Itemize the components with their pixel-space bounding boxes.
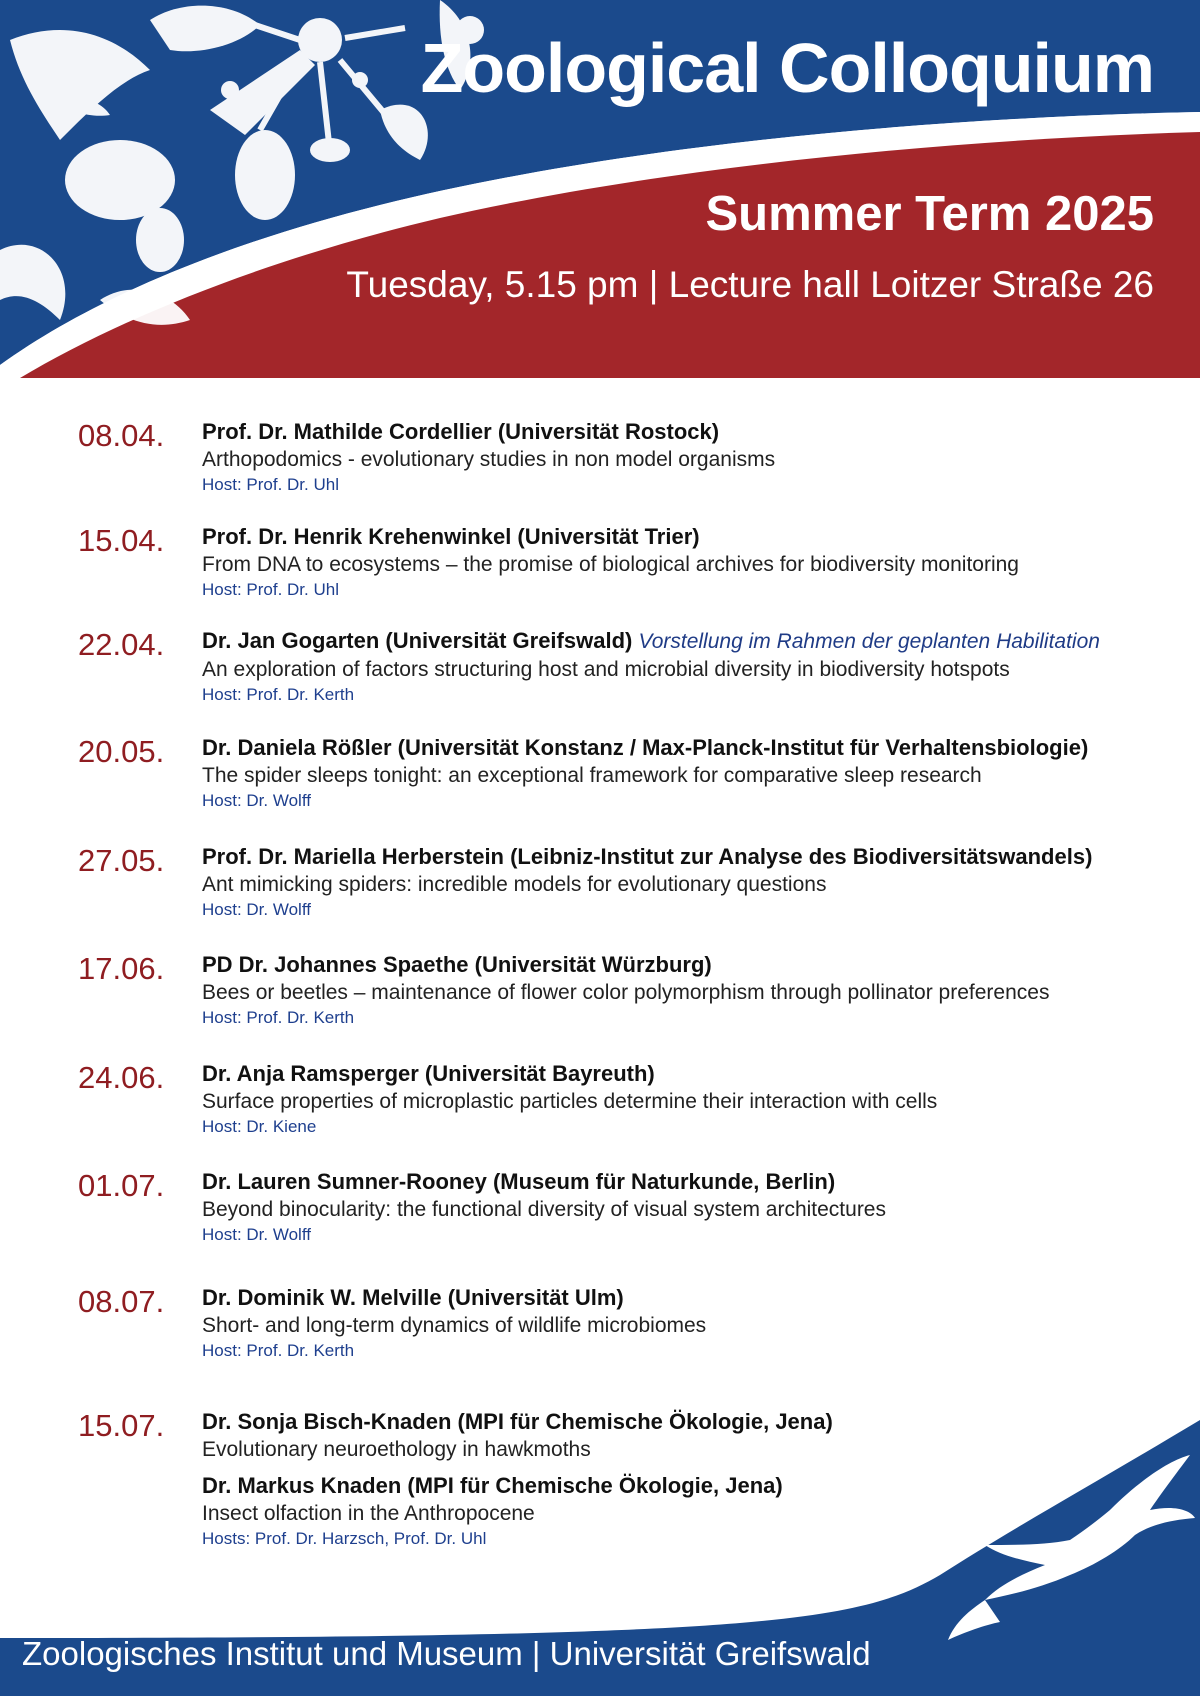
talk-title: Beyond binocularity: the functional diversity of visual system architectures — [202, 1198, 886, 1221]
talk-title: Evolutionary neuroethology in hawkmoths — [202, 1438, 591, 1461]
page-title: Zoological Colloquium — [420, 29, 1154, 107]
talk-host: Host: Prof. Dr. Kerth — [202, 1008, 355, 1027]
talk-host: Host: Prof. Dr. Kerth — [202, 1341, 355, 1360]
talk-speaker: Dr. Anja Ramsperger (Universität Bayreuth) — [202, 1061, 655, 1086]
talk-date: 20.05. — [78, 734, 165, 769]
talk-title: From DNA to ecosystems – the promise of biological archives for biodiversity monitoring — [202, 553, 1019, 576]
talk-date: 22.04. — [78, 627, 165, 662]
talk-title: An exploration of factors structuring host and microbial diversity in biodiversity hotspots — [202, 658, 1010, 681]
talk-speaker: Dr. Jan Gogarten (Universität Greifswald) — [202, 628, 633, 653]
talk-host: Host: Prof. Dr. Kerth — [202, 685, 355, 704]
footer-institution: Zoologisches Institut und Museum | Universität Greifswald — [22, 1635, 871, 1672]
talk-host: Hosts: Prof. Dr. Harzsch, Prof. Dr. Uhl — [202, 1529, 487, 1548]
talk-host: Host: Dr. Wolff — [202, 791, 311, 810]
talk-host: Host: Dr. Wolff — [202, 1225, 311, 1244]
talk-date: 24.06. — [78, 1060, 165, 1095]
talk-speaker-second: Dr. Markus Knaden (MPI für Chemische Ökologie, Jena) — [202, 1473, 783, 1498]
talk-date: 08.07. — [78, 1284, 165, 1319]
talk-speaker-line — [202, 627, 1162, 656]
talk-speaker: Dr. Lauren Sumner-Rooney (Museum für Naturkunde, Berlin) — [202, 1169, 836, 1194]
talk-host: Host: Dr. Kiene — [202, 1117, 317, 1136]
talk-note: Vorstellung im Rahmen der geplanten Habilitation — [638, 630, 1100, 653]
talk-date: 08.04. — [78, 418, 165, 453]
term-heading: Summer Term 2025 — [705, 187, 1154, 241]
talk-date: 17.06. — [78, 951, 165, 986]
talk-date: 01.07. — [78, 1168, 165, 1203]
talk-date: 27.05. — [78, 843, 165, 878]
talk-speaker: Prof. Dr. Henrik Krehenwinkel (Universität Trier) — [202, 524, 700, 549]
talk-speaker: Prof. Dr. Mariella Herberstein (Leibniz-Institut zur Analyse des Biodiversitätswandels) — [202, 844, 1093, 869]
talk-host: Host: Prof. Dr. Uhl — [202, 580, 339, 599]
talk-speaker: Dr. Dominik W. Melville (Universität Ulm) — [202, 1285, 624, 1310]
talk-host: Host: Prof. Dr. Uhl — [202, 475, 339, 494]
talk-title: Surface properties of microplastic particles determine their interaction with cells — [202, 1090, 938, 1113]
talk-date: 15.04. — [78, 523, 165, 558]
talk-title: Arthopodomics - evolutionary studies in non model organisms — [202, 448, 776, 471]
talk-title-second: Insect olfaction in the Anthropocene — [202, 1502, 535, 1525]
talk-speaker: Dr. Sonja Bisch-Knaden (MPI für Chemische Ökologie, Jena) — [202, 1409, 833, 1434]
talk-title: The spider sleeps tonight: an exceptional framework for comparative sleep research — [202, 764, 982, 787]
talk-title: Short- and long-term dynamics of wildlife microbiomes — [202, 1314, 707, 1337]
talk-speaker: Dr. Daniela Rößler (Universität Konstanz / Max-Planck-Institut für Verhaltensbiologie) — [202, 735, 1089, 760]
talk-title: Bees or beetles – maintenance of flower color polymorphism through pollinator preferences — [202, 981, 1050, 1004]
talk-title: Ant mimicking spiders: incredible models for evolutionary questions — [202, 873, 827, 896]
talk-date: 15.07. — [78, 1408, 165, 1443]
talk-speaker: Prof. Dr. Mathilde Cordellier (Universität Rostock) — [202, 419, 720, 444]
talk-host: Host: Dr. Wolff — [202, 900, 311, 919]
schedule-info: Tuesday, 5.15 pm | Lecture hall Loitzer Straße 26 — [346, 264, 1154, 305]
talk-speaker: PD Dr. Johannes Spaethe (Universität Würzburg) — [202, 952, 712, 977]
